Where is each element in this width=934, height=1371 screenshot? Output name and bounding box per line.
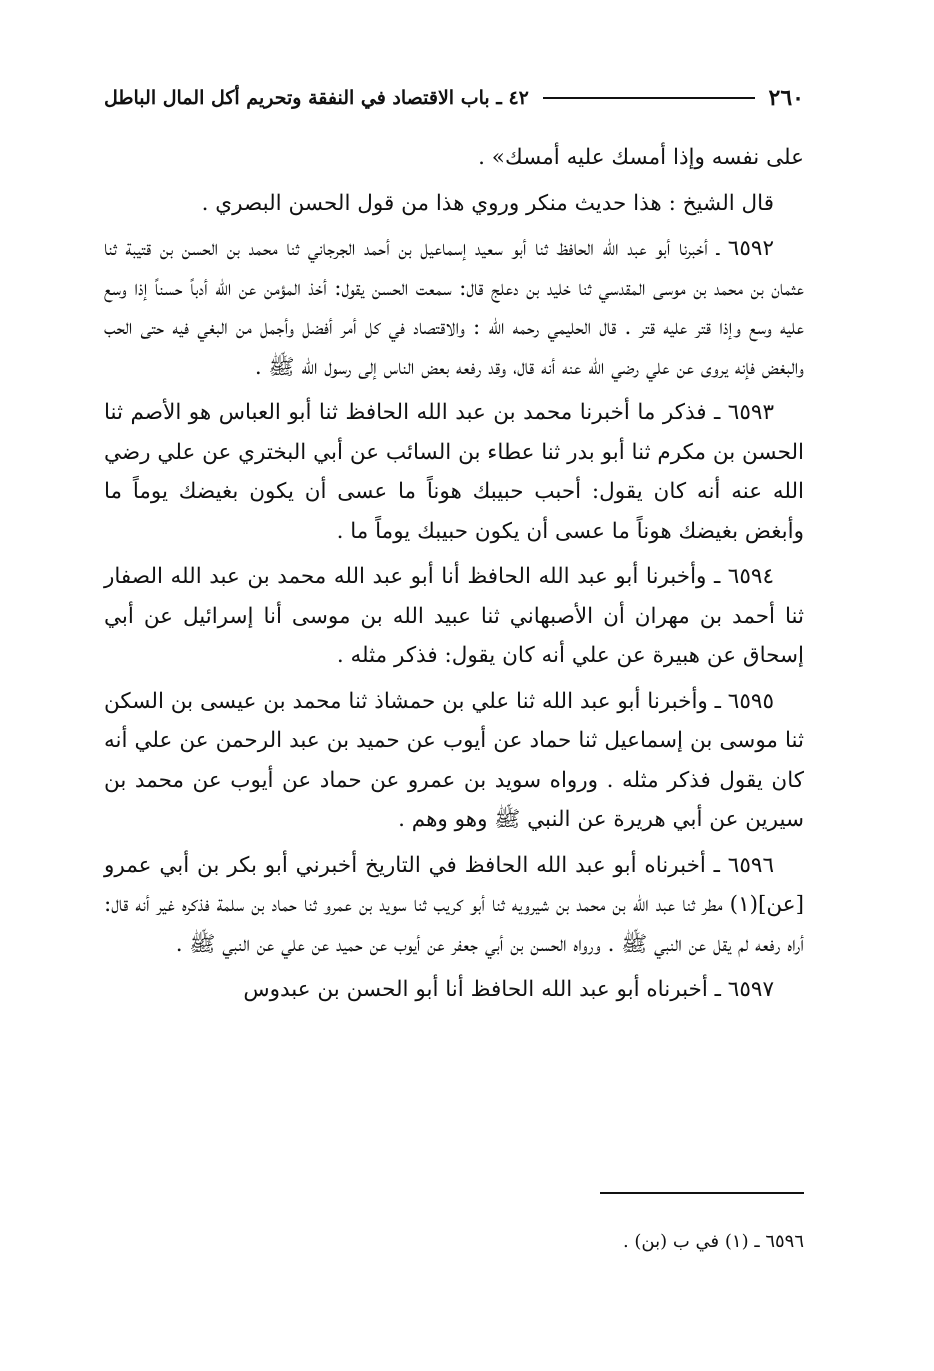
paragraph: قال الشيخ : هذا حديث منكر وروي هذا من قول الحسن البصري . (201, 190, 774, 216)
header-rule (543, 97, 755, 99)
footnote-separator (600, 1192, 804, 1194)
running-header (104, 80, 804, 116)
hadith-6593: ٦٥٩٣ ـ فذكر ما أخبرنا محمد بن عبد الله الحافظ ثنا أبو العباس هو الأصم ثنا الحسن بن مكرم ثنا أبو بدر ثنا عطاء بن السائب عن أبي البختري عن علي رضي الله عنه أنه كان يقول: أحبب حبيبك هوناً ما عسى أن يكون بغيضك يوماً ما وأبغض بغيضك هوناً ما عسى أن يكون حبيبك يوماً ما . (104, 400, 804, 544)
paragraph: على نفسه وإذا أمسك عليه أمسك» . (478, 145, 804, 170)
hadith-6597: ٦٥٩٧ ـ أخبرناه أبو عبد الله الحافظ أنا أبو الحسن بن عبدوس (243, 977, 774, 1002)
hadith-6594: ٦٥٩٤ ـ وأخبرنا أبو عبد الله الحافظ أنا أبو عبد الله محمد بن عبد الله الصفار ثنا أحمد بن مهران أن الأصبهاني ثنا عبيد الله بن موسى أنا إسرائيل عن أبي إسحاق عن هبيرة عن علي أنه كان يقول: فذكر مثله . (104, 564, 804, 668)
page-number: ٢٦٠ (768, 85, 804, 111)
hadith-6592: ٦٥٩٢ ـ أخبرنا أبو عبد الله الحافظ ثنا أبو سعيد إسماعيل بن أحمد الجرجاني ثنا محمد بن الحسن بن قتيبة ثنا عثمان بن محمد بن موسى المقدسي ثنا خليد بن دعلج قال: سمعت الحسن يقول: أخذ المؤمن عن الله أدباً حسناً إذا وسع عليه وسع وإذا قتر عليه قتر . قال الحليمي رحمه الله : والاقتصاد في كل أمر أفضل وأجمل من البغي فيه حتى الحب والبغض فإنه يروى عن علي رضي الله عنه أنه قال، وقد رفعه بعض الناس إلى رسول الله ﷺ . (104, 236, 804, 380)
chapter-title: ٤٢ ـ باب الاقتصاد في النفقة وتحريم أكل المال الباطل (104, 87, 529, 109)
hadith-6596: ٦٥٩٦ ـ أخبرناه أبو عبد الله الحافظ في التاريخ أخبرني أبو بكر بن أبي عمرو [عن](١) مطر ثنا عبد الله بن محمد بن شيرويه ثنا أبو كريب ثنا سويد بن عمرو ثنا حماد بن سلمة فذكره غير أنه قال: أراه رفعه لم يقل عن النبي ﷺ . ورواه الحسن بن أبي جعفر عن أيوب عن حميد عن علي عن النبي ﷺ . (104, 852, 804, 957)
footnote: ٦٥٩٦ ـ (١) في ب (بن) . (622, 1231, 804, 1252)
hadith-6595: ٦٥٩٥ ـ وأخبرنا أبو عبد الله ثنا علي بن حمشاذ ثنا محمد بن عيسى بن السكن ثنا موسى بن إسماعيل ثنا حماد عن أيوب عن حميد بن عبد الرحمن عن علي أنه كان يقول فذكر مثله . ورواه سويد بن عمرو عن حماد عن أيوب عن محمد بن سيرين عن أبي هريرة عن النبي ﷺ وهو وهم . (104, 688, 804, 832)
main-text (104, 138, 804, 1016)
